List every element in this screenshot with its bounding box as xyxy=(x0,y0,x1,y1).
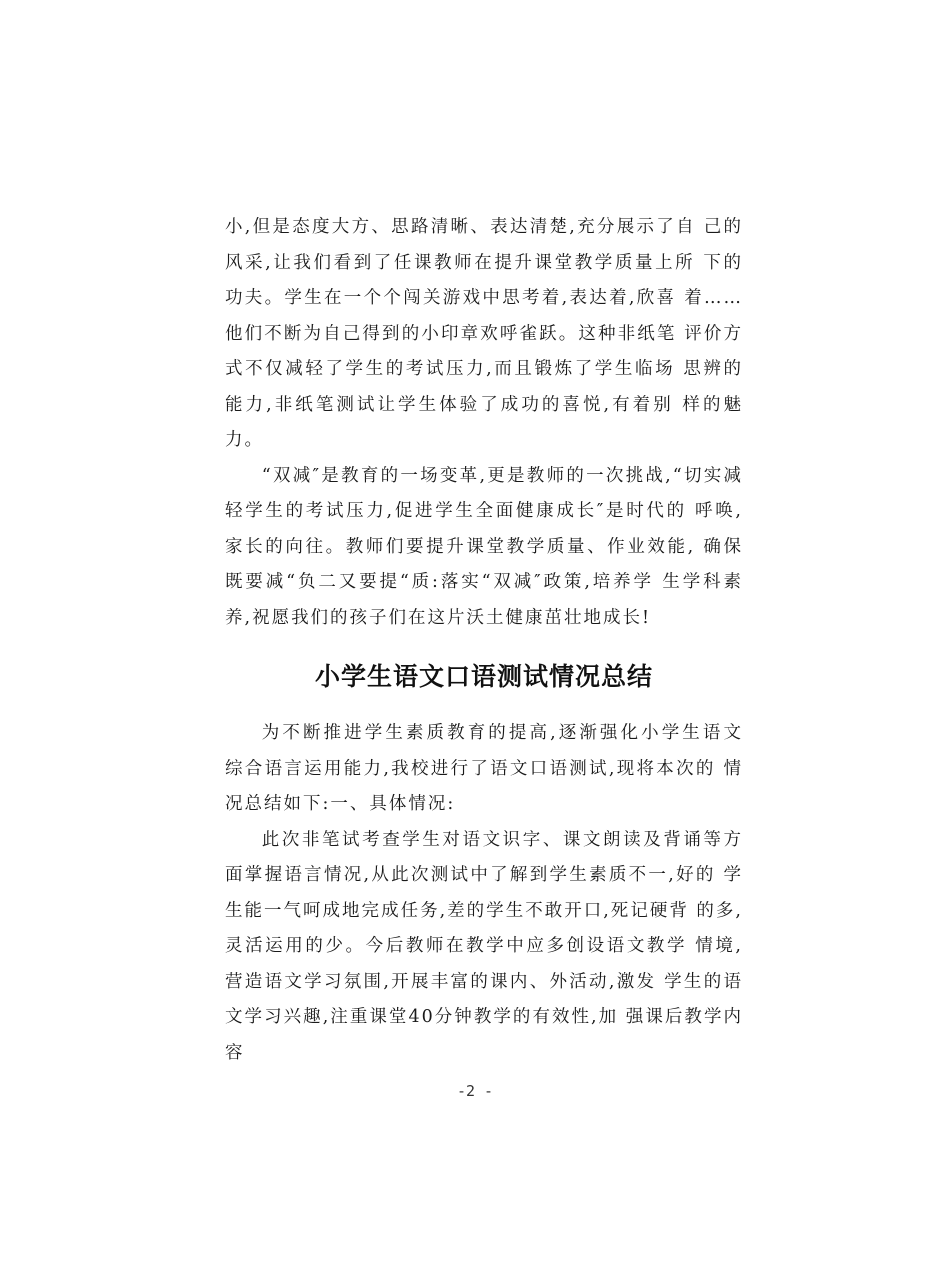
section-heading: 小学生语文口语测试情况总结 xyxy=(314,662,653,691)
paragraph-double-reduction: “双减″是教育的一场变革,更是教师的一次挑战,“切实减轻学生的考试压力,促进学生全面健康成长″是时代的 呼唤,家长的向往。教师们要提升课堂教学质量、作业效能, 确保既要减“负二又要提“质:落实“双减″政策,培养学 生学科素养,祝愿我们的孩子们在这片沃土健康茁壮地成长! xyxy=(225,465,743,628)
paragraph-continued: 小,但是态度大方、思路清晰、表达清楚,充分展示了自 己的风采,让我们看到了任课教师在提升课堂教学质量上所 下的功夫。学生在一个个闯关游戏中思考着,表达着,欣喜 着……他们不断为自己得到的小印章欢呼雀跃。这种非纸笔 评价方式不仅减轻了学生的考试压力,而且锻炼了学生临场 思辨的能力,非纸笔测试让学生体验了成功的喜悦,有着别 样的魅力。 xyxy=(225,217,743,450)
page-content xyxy=(225,210,743,1071)
paragraph-intro: 为不断推进学生素质教育的提高,逐渐强化小学生语文 综合语言运用能力,我校进行了语文口语测试,现将本次的 情况总结如下:一、具体情况: xyxy=(225,723,743,814)
page-number: -2 - xyxy=(456,1082,494,1100)
paragraph-details: 此次非笔试考查学生对语文识字、课文朗读及背诵等方面掌握语言情况,从此次测试中了解到学生素质不一,好的 学生能一气呵成地完成任务,差的学生不敢开口,死记硬背 的多,灵活运用的少。今后教师在教学中应多创设语文教学 情境,营造语文学习氛围,开展丰富的课内、外活动,激发 学生的语文学习兴趣,注重课堂40分钟教学的有效性,加 强课后教学内容 xyxy=(225,829,743,1063)
